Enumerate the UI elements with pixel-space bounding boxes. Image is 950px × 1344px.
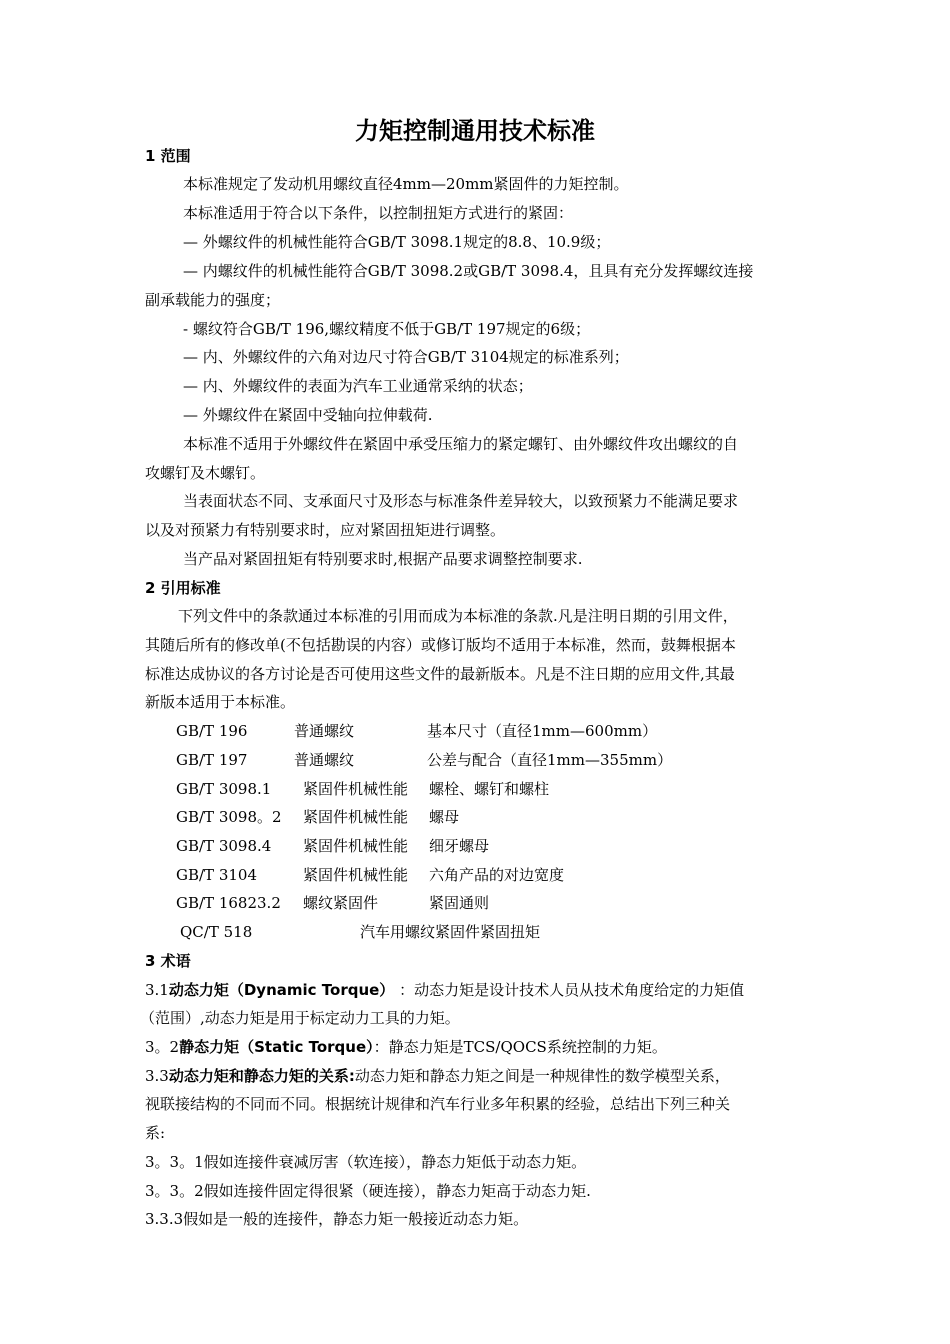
reference-desc: 紧固通则 xyxy=(429,894,490,912)
section-1-heading: 1 范围 xyxy=(145,147,191,165)
reference-row xyxy=(176,893,489,913)
reference-category: 普通螺纹 xyxy=(294,722,355,740)
reference-code: GB/T 3098。2 xyxy=(176,808,282,826)
reference-desc: 螺母 xyxy=(429,808,460,826)
term-name: 动态力矩（Dynamic Torque） xyxy=(168,981,395,999)
reference-code: GB/T 196 xyxy=(176,722,248,740)
paragraph-line: 下列文件中的条款通过本标准的引用而成为本标准的条款.凡是注明日期的引用文件， xyxy=(178,607,738,625)
paragraph-line: 本标准规定了发动机用螺纹直径4mm—20mm紧固件的力矩控制。 xyxy=(183,175,629,193)
term-definition-continuation: 视联接结构的不同而不同。根据统计规律和汽车行业多年积累的经验，总结出下列三种关 xyxy=(145,1095,731,1113)
term-number: 3.3 xyxy=(145,1067,169,1085)
reference-category: 普通螺纹 xyxy=(294,751,355,769)
document-title: 力矩控制通用技术标准 xyxy=(355,117,595,145)
section-2-heading: 2 引用标准 xyxy=(145,579,221,597)
term-number: 3。2 xyxy=(145,1038,180,1056)
paragraph-line: 以及对预紧力有特别要求时，应对紧固扭矩进行调整。 xyxy=(145,521,506,539)
section-3-heading: 3 术语 xyxy=(145,952,191,970)
term-3-2 xyxy=(145,1037,667,1057)
term-name: 动态力矩和静态力矩的关系: xyxy=(168,1067,355,1085)
term-definition-continuation: 系: xyxy=(145,1124,166,1142)
list-item: — 内螺纹件的机械性能符合GB/T 3098.2或GB/T 3098.4，且具有充分发挥螺纹连接 xyxy=(183,262,754,280)
term-definition: ：动态力矩是设计技术人员从技术角度给定的力矩值 xyxy=(394,981,745,999)
reference-row xyxy=(176,779,549,799)
list-item: — 外螺纹件在紧固中受轴向拉伸载荷. xyxy=(183,406,433,424)
reference-code: GB/T 3104 xyxy=(176,866,258,884)
reference-category: 汽车用螺纹紧固件紧固扭矩 xyxy=(360,923,541,941)
reference-row xyxy=(176,807,459,827)
reference-row xyxy=(176,836,489,856)
reference-category: 螺纹紧固件 xyxy=(303,894,379,912)
list-item: - 螺纹符合GB/T 196,螺纹精度不低于GB/T 197规定的6级； xyxy=(183,320,591,338)
term-definition: ：静态力矩是TCS/QOCS系统控制的力矩。 xyxy=(373,1038,667,1056)
paragraph-line: 本标准适用于符合以下条件，以控制扭矩方式进行的紧固： xyxy=(183,204,574,222)
list-item: — 外螺纹件的机械性能符合GB/T 3098.1规定的8.8、10.9级； xyxy=(183,233,611,251)
subclause-3-3-1: 3。3。1假如连接件衰减厉害（软连接），静态力矩低于动态力矩。 xyxy=(145,1153,587,1171)
reference-code: QC/T 518 xyxy=(180,923,253,941)
reference-row xyxy=(176,750,672,770)
reference-desc: 细牙螺母 xyxy=(429,837,490,855)
reference-code: GB/T 3098.4 xyxy=(176,837,272,855)
subclause-3-3-2: 3。3。2假如连接件固定得很紧（硬连接），静态力矩高于动态力矩. xyxy=(145,1182,591,1200)
paragraph-line: 其随后所有的修改单(不包括勘误的内容）或修订版均不适用于本标准，然而，鼓舞根据本 xyxy=(145,636,736,654)
term-definition-continuation: （范围）,动态力矩是用于标定动力工具的力矩。 xyxy=(140,1009,460,1027)
paragraph-line: 攻螺钉及木螺钉。 xyxy=(145,464,266,482)
reference-row xyxy=(176,721,657,741)
paragraph-line: 新版本适用于本标准。 xyxy=(145,693,296,711)
list-item-continuation: 副承载能力的强度； xyxy=(145,291,281,309)
reference-category: 紧固件机械性能 xyxy=(303,837,409,855)
reference-category: 紧固件机械性能 xyxy=(303,808,409,826)
term-number: 3.1 xyxy=(145,981,169,999)
reference-desc: 基本尺寸（直径1mm—600mm） xyxy=(427,722,658,740)
reference-row xyxy=(180,922,540,942)
reference-desc: 公差与配合（直径1mm—355mm） xyxy=(427,751,673,769)
term-name: 静态力矩（Static Torque） xyxy=(179,1038,374,1056)
paragraph-line: 标准达成协议的各方讨论是否可使用这些文件的最新版本。凡是不注日期的应用文件,其最 xyxy=(145,665,735,683)
paragraph-line: 当表面状态不同、支承面尺寸及形态与标准条件差异较大，以致预紧力不能满足要求 xyxy=(183,492,739,510)
term-3-3 xyxy=(145,1066,730,1086)
reference-category: 紧固件机械性能 xyxy=(303,780,409,798)
term-definition: 动态力矩和静态力矩之间是一种规律性的数学模型关系， xyxy=(354,1067,730,1085)
paragraph-line: 当产品对紧固扭矩有特别要求时,根据产品要求调整控制要求. xyxy=(183,550,583,568)
reference-code: GB/T 197 xyxy=(176,751,248,769)
subclause-3-3-3: 3.3.3假如是一般的连接件，静态力矩一般接近动态力矩。 xyxy=(145,1210,529,1228)
term-3-1 xyxy=(145,980,744,1000)
reference-desc: 螺栓、螺钉和螺柱 xyxy=(429,780,550,798)
list-item: — 内、外螺纹件的六角对边尺寸符合GB/T 3104规定的标准系列； xyxy=(183,348,629,366)
reference-code: GB/T 3098.1 xyxy=(176,780,272,798)
reference-row xyxy=(176,865,564,885)
paragraph-line: 本标准不适用于外螺纹件在紧固中承受压缩力的紧定螺钉、由外螺纹件攻出螺纹的自 xyxy=(183,435,739,453)
list-item: — 内、外螺纹件的表面为汽车工业通常采纳的状态； xyxy=(183,377,533,395)
reference-code: GB/T 16823.2 xyxy=(176,894,281,912)
reference-desc: 六角产品的对边宽度 xyxy=(429,866,565,884)
reference-category: 紧固件机械性能 xyxy=(303,866,409,884)
